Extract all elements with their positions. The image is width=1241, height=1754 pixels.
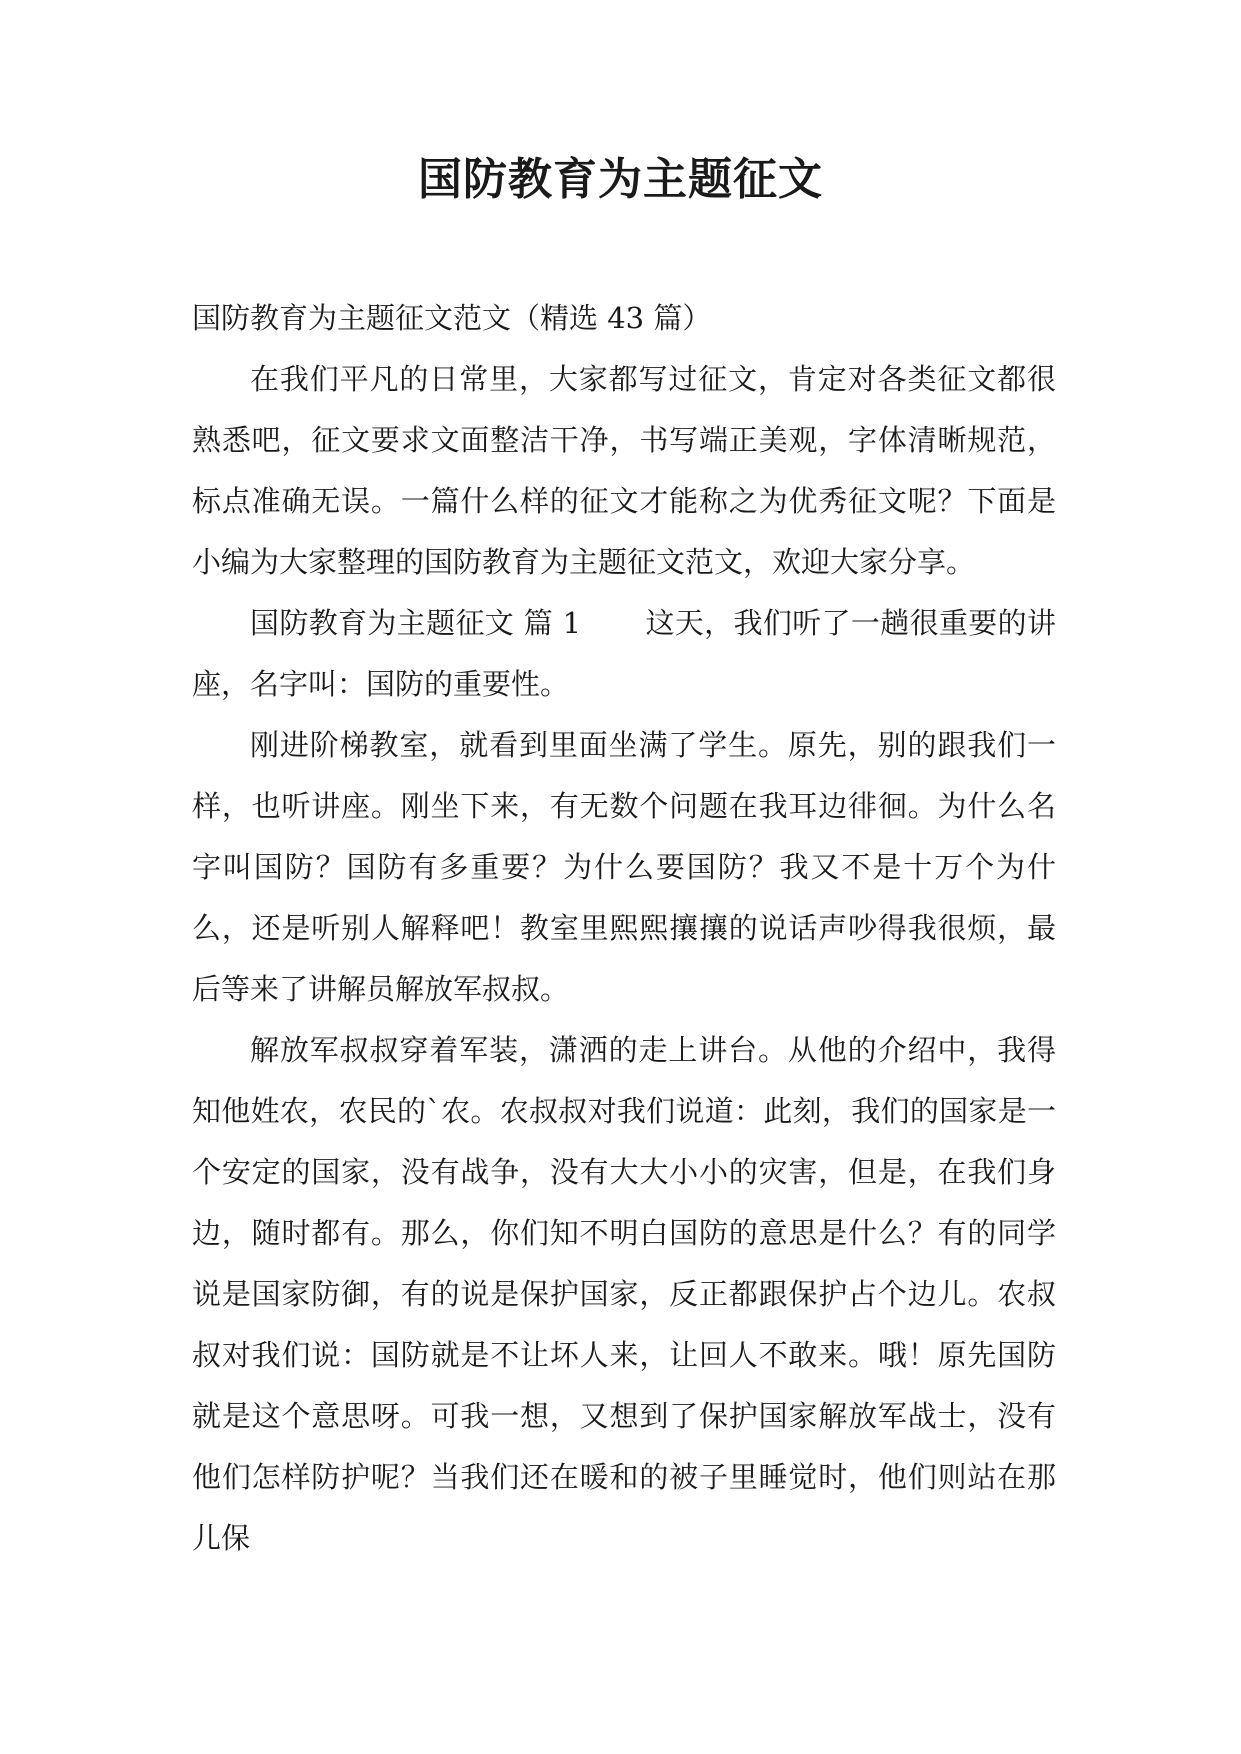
- document-subtitle: 国防教育为主题征文范文（精选 43 篇）: [192, 301, 712, 335]
- section-heading: 国防教育为主题征文 篇 1: [250, 606, 582, 640]
- document-title: 国防教育为主题征文: [418, 154, 823, 205]
- document-body: [192, 288, 1056, 1569]
- body-paragraph-2: 刚进阶梯教室，就看到里面坐满了学生。原先，别的跟我们一样，也听讲座。刚坐下来，有无数个问题在我耳边徘徊。为什么名字叫国防？国防有多重要？为什么要国防？我又不是十万个为什么，还是听别人解释吧！教室里熙熙攘攘的说话声吵得我很烦，最后等来了讲解员解放军叔叔。: [192, 728, 1056, 1006]
- body-paragraph-3: 解放军叔叔穿着军装，潇洒的走上讲台。从他的介绍中，我得知他姓农，农民的`农。农叔叔对我们说道：此刻，我们的国家是一个安定的国家，没有战争，没有大大小小的灾害，但是，在我们身边，随时都有。那么，你们知不明白国防的意思是什么？有的同学说是国家防御，有的说是保护国家，反正都跟保护占个边儿。农叔叔对我们说：国防就是不让坏人来，让回人不敢来。哦！原先国防就是这个意思呀。可我一想，又想到了保护国家解放军战士，没有他们怎样防护呢？当我们还在暖和的被子里睡觉时，他们则站在那儿保: [192, 1033, 1056, 1555]
- section-paragraph: [192, 593, 1056, 715]
- intro-paragraph: 在我们平凡的日常里，大家都写过征文，肯定对各类征文都很熟悉吧，征文要求文面整洁干净，书写端正美观，字体清晰规范，标点准确无误。一篇什么样的征文才能称之为优秀征文呢？下面是小编为大家整理的国防教育为主题征文范文，欢迎大家分享。: [192, 362, 1056, 579]
- section-first-text: 这天，我们听了一趟很重要的讲座，名字叫：国防的重要性。: [192, 606, 1056, 701]
